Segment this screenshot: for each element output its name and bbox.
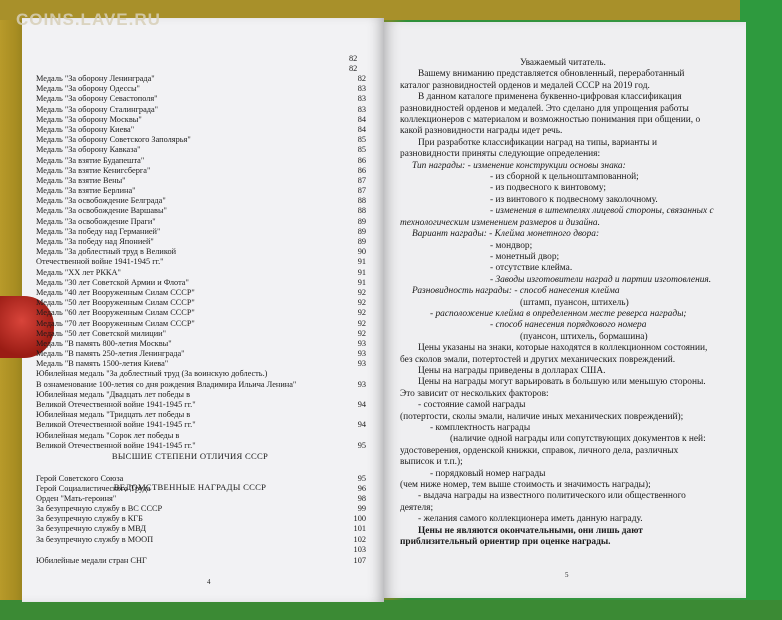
text-line: - выдача награды на известного политического или общественного (418, 491, 686, 502)
right-page-number: 5 (565, 571, 569, 579)
toc-row (36, 227, 366, 237)
toc-entry-page: 94 (357, 400, 366, 409)
text-line: - желания самого коллекционера иметь данную награду. (418, 514, 643, 525)
toc-row (36, 319, 366, 329)
toc-entry-page: 88 (357, 206, 366, 216)
text-line: Цены на награды приведены в долларах США. (418, 365, 606, 376)
toc-row (36, 125, 366, 135)
toc-row (36, 115, 366, 125)
toc-entry-title: Медаль "50 лет Вооруженным Силам СССР" (36, 298, 195, 308)
table-of-contents (36, 74, 366, 451)
toc-entry-title: Герой Социалистического Труда (36, 484, 151, 494)
toc-entry-title: Медаль "В память 800-летия Москвы" (36, 338, 172, 348)
text-line: (наличие одной награды или сопутствующих документов к ней: (450, 434, 706, 445)
section-title-departmental-awards: ВЕДОМСТВЕННЫЕ НАГРАДЫ СССР (113, 482, 267, 492)
text-line: Разновидность награды: - способ нанесения клейма (412, 286, 620, 297)
toc-entry-page: 83 (357, 84, 366, 94)
toc-row (36, 545, 366, 555)
toc-entry-title: Юбилейная медаль "Сорок лет победы в (36, 430, 180, 440)
text-line: приблизительный ориентир при оценке награды. (400, 537, 611, 548)
text-line: Тип награды: - изменение конструкции основы знака: (412, 160, 626, 171)
toc-entry-page: 98 (357, 494, 366, 504)
text-line: - монетный двор; (490, 251, 560, 262)
toc-row (36, 288, 366, 298)
toc-top-page-1: 82 (349, 54, 358, 63)
text-line: разновидностей орденов и медалей. Это сделано для упрощения работы (400, 103, 689, 114)
toc-row (36, 84, 366, 94)
toc-entry-title: Медаль "За освобождение Белграда" (36, 196, 166, 206)
toc-entry-title: Юбилейная медаль "Двадцать лет победы в (36, 389, 190, 399)
toc-entry-page: 84 (357, 114, 366, 124)
toc-entry-title: Герой Советского Союза (36, 474, 124, 483)
toc-entry-page: 90 (357, 247, 366, 257)
watermark: COINS.LAVE.RU (16, 10, 161, 29)
section-cis-medals (36, 556, 366, 566)
toc-entry-page: 92 (357, 308, 366, 318)
toc-row (36, 237, 366, 247)
text-line: разновидности приняты следующие определения: (400, 149, 601, 160)
toc-entry-title: Медаль "За оборону Сталинграда" (36, 104, 159, 114)
toc-entry-page: 93 (357, 359, 366, 369)
toc-entry-title: Медаль "XX лет РККА" (36, 267, 121, 277)
toc-row (36, 206, 366, 216)
text-line: Вашему вниманию представляется обновленный, переработанный (418, 69, 685, 80)
toc-entry-page: 92 (357, 328, 366, 338)
text-line: Это зависит от нескольких факторов: (400, 388, 549, 399)
toc-entry-title: Великой Отечественной войне 1941-1945 гг." (36, 440, 196, 450)
toc-entry-page: 96 (357, 484, 366, 494)
text-line: технологическим изменением размеров и дизайна. (400, 217, 600, 228)
text-line: - из сборной к цельноштампованной; (490, 172, 639, 183)
text-line: Уважаемый читатель. (520, 58, 606, 68)
toc-entry-page: 82 (357, 74, 366, 83)
toc-row (36, 257, 366, 267)
toc-entry-page: 94 (357, 420, 366, 430)
text-line: (пуансон, штихель, бормашина) (520, 331, 648, 342)
toc-row (36, 196, 366, 206)
toc-row (36, 176, 366, 186)
toc-entry-page: 95 (357, 440, 366, 450)
toc-entry-page: 87 (357, 186, 366, 196)
toc-row (36, 329, 366, 339)
toc-entry-title: Медаль "За взятие Кенигсберга" (36, 165, 151, 175)
toc-entry-title: За безупречную службу в МООП (36, 534, 154, 544)
toc-top-page-2: 82 (349, 64, 358, 73)
toc-entry-title: Медаль "За оборону Советского Заполярья" (36, 135, 191, 145)
text-line: При разработке классификации наград на типы, варианты и (418, 137, 657, 148)
text-line: деятеля; (400, 502, 434, 513)
text-line: коллекционеров с материалом и возможностью понимания при общении, о (400, 115, 701, 126)
toc-row (36, 535, 366, 545)
toc-entry-page: 91 (357, 257, 366, 267)
toc-entry-page: 92 (357, 318, 366, 328)
text-line: - способ нанесения порядкового номера (490, 320, 647, 331)
text-line: - Заводы изготовители наград и партии изготовления. (490, 274, 712, 285)
toc-entry-page: 86 (357, 165, 366, 175)
toc-row (36, 278, 366, 288)
text-line: - изменения в штемпелях лицевой стороны, связанных с (490, 206, 714, 217)
toc-entry-title: Юбилейные медали стран СНГ (36, 556, 147, 565)
toc-row (36, 420, 366, 430)
text-line: - отсутствие клейма. (490, 263, 573, 274)
toc-entry-page: 93 (357, 338, 366, 348)
toc-entry-title: За безупречную службу в ВС СССР (36, 504, 163, 513)
toc-entry-page: 103 (353, 544, 366, 554)
right-page-text (400, 58, 720, 548)
toc-row (36, 105, 366, 115)
toc-entry-page: 91 (357, 267, 366, 277)
background-bottom (0, 600, 782, 620)
text-line: Цены указаны на знаки, которые находятся в коллекционном состоянии, (418, 343, 708, 354)
toc-entry-page: 84 (357, 124, 366, 134)
toc-entry-title: Великой Отечественной войне 1941-1945 гг." (36, 400, 196, 409)
text-line: - расположение клейма в определенном месте реверса награды; (430, 308, 687, 319)
text-line: Цены на награды могут варьировать в большую или меньшую стороны. (418, 377, 706, 388)
toc-row (36, 369, 366, 379)
toc-row (36, 135, 366, 145)
toc-entry-page: 93 (357, 379, 366, 389)
toc-entry-title: Медаль "70 лет Вооруженным Силам СССР" (36, 318, 195, 328)
toc-entry-page: 102 (353, 534, 366, 544)
toc-row (36, 298, 366, 308)
toc-entry-title: Медаль "За оборону Ленинграда" (36, 74, 155, 83)
toc-entry-page: 83 (357, 94, 366, 104)
left-page-number: 4 (207, 578, 211, 586)
toc-row (36, 359, 366, 369)
toc-entry-title: Юбилейная медаль "Тридцать лет победы в (36, 410, 191, 420)
toc-entry-page: 88 (357, 196, 366, 206)
text-line: (штамп, пуансон, штихель) (520, 297, 629, 308)
toc-row (36, 217, 366, 227)
text-line: - комплектность награды (430, 423, 531, 433)
toc-entry-title: Медаль "60 лет Вооруженным Силам СССР" (36, 308, 195, 318)
toc-row (36, 524, 366, 534)
toc-row (36, 556, 366, 566)
toc-entry-title: Медаль "За оборону Москвы" (36, 114, 142, 124)
toc-entry-page: 89 (357, 216, 366, 226)
toc-entry-page: 85 (357, 135, 366, 145)
text-line: В данном каталоге применена буквенно-цифровая классификация (418, 92, 682, 103)
toc-entry-title: Медаль "40 лет Вооруженным Силам СССР" (36, 287, 195, 297)
toc-entry-page: 83 (357, 104, 366, 114)
text-line: без сколов эмали, потертостей и других механических повреждений. (400, 354, 676, 365)
toc-row (36, 390, 366, 400)
toc-entry-page: 93 (357, 349, 366, 359)
text-line: - из подвесного к винтовому; (490, 183, 607, 194)
toc-entry-title: Медаль "За освобождение Варшавы" (36, 206, 167, 216)
toc-row (36, 380, 366, 390)
toc-row (36, 349, 366, 359)
toc-entry-title: Медаль "За победу над Германией" (36, 226, 161, 236)
text-line: - порядковый номер награды (430, 468, 546, 479)
toc-entry-title: Медаль "В память 1500-летия Киева" (36, 359, 169, 369)
text-line: выписок и т.п.); (400, 457, 463, 468)
toc-entry-title: Медаль "За оборону Кавказа" (36, 145, 141, 155)
toc-row (36, 400, 366, 410)
toc-row (36, 268, 366, 278)
text-line: (потертости, сколы эмали, наличие иных механических повреждений); (400, 411, 684, 422)
toc-row (36, 410, 366, 420)
toc-entry-title: Медаль "За освобождение Праги" (36, 216, 156, 226)
toc-entry-title: За безупречную службу в МВД (36, 524, 147, 534)
toc-entry-page: 89 (357, 237, 366, 246)
toc-entry-title: Медаль "50 лет Советской милиции" (36, 328, 166, 338)
toc-row (36, 504, 366, 514)
toc-entry-title: Медаль "За взятие Будапешта" (36, 155, 145, 165)
toc-row (36, 441, 366, 451)
toc-entry-page: 101 (353, 524, 366, 534)
toc-entry-title: Медаль "За оборону Киева" (36, 124, 135, 134)
toc-row (36, 145, 366, 155)
toc-row (36, 186, 366, 196)
text-line: - состояние самой награды (418, 400, 526, 411)
text-line: - из винтового к подвесному заколочному. (490, 194, 658, 205)
toc-row (36, 339, 366, 349)
toc-entry-page: 86 (357, 155, 366, 165)
toc-entry-title: Медаль "В память 250-летия Ленинграда" (36, 349, 185, 359)
toc-entry-page: 87 (357, 175, 366, 185)
toc-row (36, 156, 366, 166)
toc-entry-page: 85 (357, 145, 366, 155)
toc-entry-title: Орден "Мать-героиня" (36, 494, 117, 504)
toc-entry-title: Медаль "За оборону Одессы" (36, 84, 140, 94)
toc-row (36, 94, 366, 104)
toc-entry-page: 89 (357, 226, 366, 236)
text-line: (чем ниже номер, тем выше стоимость и значимость награды); (400, 480, 651, 491)
toc-row (36, 166, 366, 176)
text-line: Вариант награды: - Клейма монетного двора: (412, 229, 600, 240)
toc-entry-page: 92 (357, 287, 366, 297)
toc-entry-page: 95 (357, 474, 366, 483)
toc-row (36, 308, 366, 318)
toc-entry-title: Медаль "За победу над Японией" (36, 237, 154, 246)
toc-row (36, 247, 366, 257)
section-title-highest-distinctions: ВЫСШИЕ СТЕПЕНИ ОТЛИЧИЯ СССР (111, 451, 269, 461)
toc-entry-title: Юбилейная медаль "За доблестный труд (За воинскую доблесть.) (36, 369, 268, 379)
text-line: удостоверения, орденской книжки, справок, личного дела, различных (400, 445, 679, 456)
toc-entry-title: Медаль "За взятие Вены" (36, 175, 126, 185)
toc-row (36, 431, 366, 441)
text-line: каталог разновидностей орденов и медалей СССР на 2019 год. (400, 80, 650, 91)
toc-entry-title: Медаль "За доблестный труд в Великой (36, 247, 177, 257)
toc-entry-page: 99 (357, 504, 366, 513)
toc-entry-page: 107 (353, 556, 366, 565)
text-line: Цены не являются окончательными, они лишь дают (418, 525, 643, 536)
background-right (740, 0, 782, 620)
toc-entry-page: 91 (357, 277, 366, 287)
section-departmental-awards (36, 504, 366, 555)
toc-entry-title: За безупречную службу в КГБ (36, 514, 143, 524)
toc-entry-title: Медаль "За оборону Севастополя" (36, 94, 158, 104)
toc-entry-title: Медаль "За взятие Берлина" (36, 186, 136, 196)
toc-entry-title: Отечественной войне 1941-1945 гг." (36, 257, 164, 267)
toc-entry-title: Великой Отечественной войне 1941-1945 гг." (36, 420, 196, 430)
text-line: какой разновидности награды идет речь. (400, 126, 563, 137)
toc-entry-page: 100 (353, 514, 366, 524)
toc-row (36, 74, 366, 84)
toc-row (36, 514, 366, 524)
toc-entry-page: 92 (357, 298, 366, 308)
toc-entry-title: Медаль "30 лет Советской Армии и Флота" (36, 277, 189, 287)
text-line: - мондвор; (490, 240, 533, 251)
toc-entry-title: В ознаменование 100-летия со дня рождения Владимира Ильича Ленина" (36, 379, 297, 389)
